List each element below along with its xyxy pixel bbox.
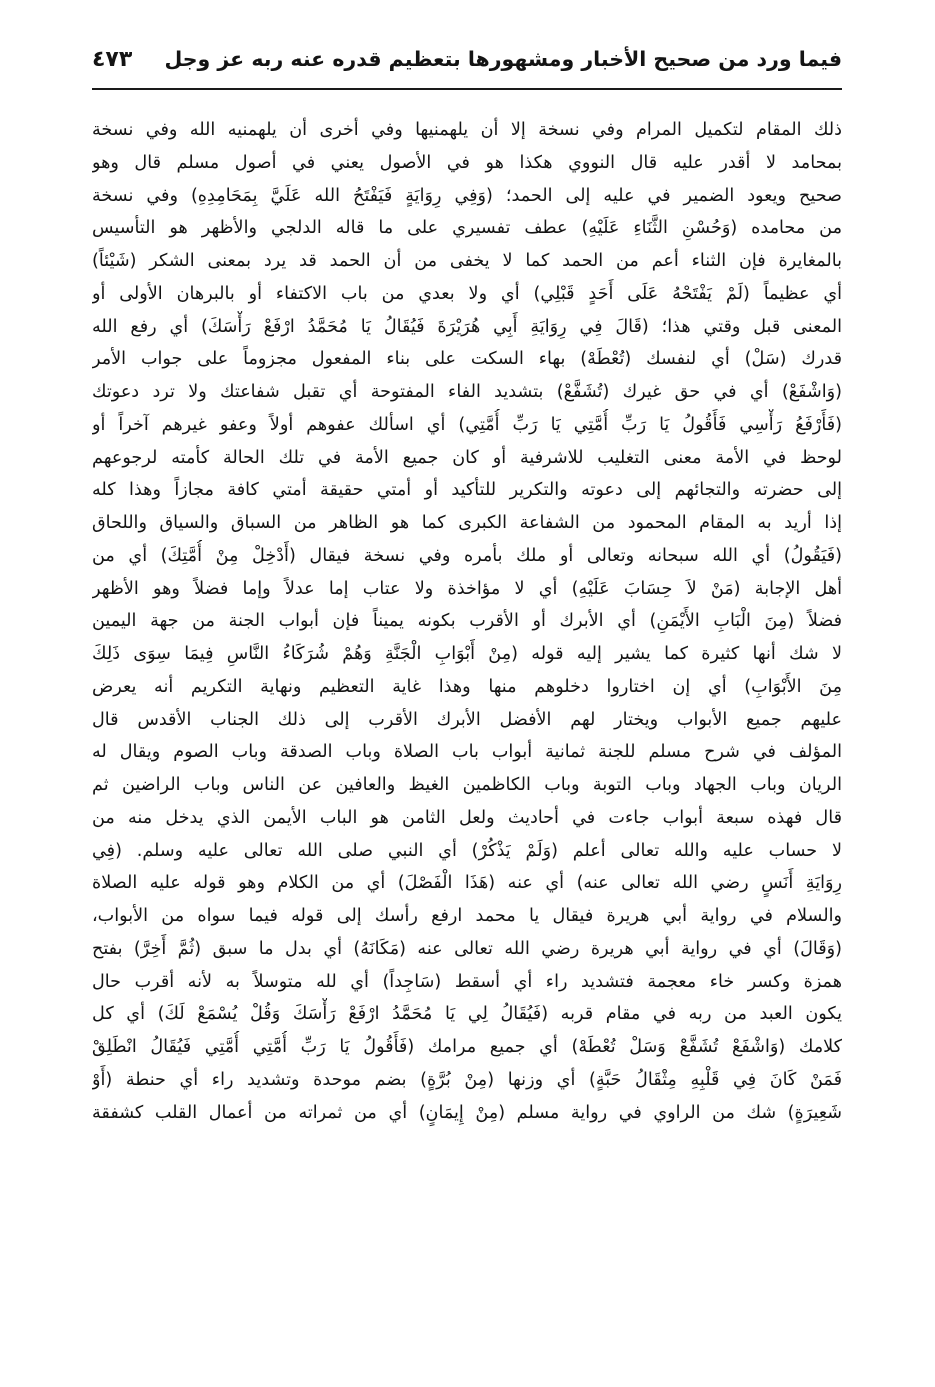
text-line: قدرك (سَلْ) أي لنفسك (تُعْطَهْ) بهاء السكت على بناء المفعول مجزوماً على جواب الأمر [92,349,842,370]
running-title: فيما ورد من صحيح الأخبار ومشهورها بتعظيم قدره عنه ربه عز وجل [164,47,842,71]
text-line: (فَيَقُولُ) أي الله سبحانه وتعالى أو ملك بأمره وفي نسخة فيقال (أَدْخِلْ مِنْ أُمَّتِكَ) أي من [92,545,842,566]
text-line: من محامده (وَحُسْنِ الثَّنَاءِ عَلَيْهِ) عطف تفسيري على ما قاله الدلجي والأظهر هو التأسيس [92,218,842,239]
text-line: فَمَنْ كَانَ فِي قَلْبِهِ مِثْقَالُ حَبَّةٍ) أي وزنها (مِنْ بُرَّةٍ) بضم موحدة وتشديد راء أي حنطة (أَوْ [92,1069,842,1090]
text-line: (فَأَرْفَعُ رَأْسِي فَأَقُولُ يَا رَبِّ أُمَّتِي يَا رَبِّ أُمَّتِي) أي اسألك عفوهم أولاً وعفو غيرهم آخراً أو [92,414,842,435]
text-line: رِوَايَةِ أَنَسٍ رضي الله تعالى عنه) أي عنه (هَذَا الْفَصْلَ) أي من الكلام وهو قوله عليه الصلاة [92,873,842,894]
text-line: يكون العبد من ربه في مقام قربه (فَيُقَالُ لِي يَا مُحَمَّدُ ارْفَعْ رَأْسَكَ وَقُلْ يُسْمَعْ لَكَ) أي كل [92,1004,842,1025]
text-line: المعنى قبل وقتي هذا؛ (قَالَ فِي رِوَايَةِ أَبِي هُرَيْرَةَ فَيُقَالُ يَا مُحَمَّدُ ارْفَعْ رَأْسَكَ) أي رفع الله [92,316,842,337]
text-line: مِنَ الأَبْوَابِ) أي إن اختاروا دخلوهم منها وهذا غاية التعظيم ونهاية التكريم أنه يعرض [92,676,842,697]
text-line: أي عظيماً (لَمْ يَفْتَحْهُ عَلَى أَحَدٍ قَبْلِي) أي ولا بعدي من باب الاكتفاء أو بالبرهان الأولى أو [92,283,842,304]
text-line: بالمغايرة فإن الثناء أعم من الحمد كما لا يخفى من أن الحمد قد يرد بمعنى الشكر (شَيْئاً) [92,251,842,271]
text-line: لا حساب عليه والله تعالى أعلم (وَلَمْ يَذْكُرْ) أي النبي صلى الله تعالى عليه وسلم. (فِي [92,840,842,861]
text-line: أهل الإجابة (مَنْ لاَ حِسَابَ عَلَيْهِ) أي لا مؤاخذة ولا عتاب إما عدلاً وإما فضلاً وهو الأظهر [92,578,842,599]
text-line: همزة وكسر خاء معجمة فتشديد راء أي أسقط (سَاجِداً) أي لله متوسلاً به لأنه أقرب حال [92,971,842,992]
book-page [92,30,842,1370]
text-line: ذلك المقام لتكميل المرام وفي نسخة إلا أن يلهمنيها وفي أخرى أن يلهمنيه الله وفي نسخة [92,120,842,140]
text-line: كلامك (وَاشْفَعْ تُشَفَّعْ وَسَلْ تُعْطَهْ) أي جميع مرامك (فَأَقُولُ يَا رَبِّ أُمَّتِي أُمَّتِي فَيُقَالُ انْطَلِقْ [92,1037,842,1057]
text-line: فضلاً (مِنَ الْبَابِ الأَيْمَنِ) أي الأبرك أو الأقرب بكونه يميناً فإن أبواب الجنة من جهة اليمين [92,611,842,632]
text-line: صحيح ويعود الضمير في عليه إلى الحمد؛ (وَفِي رِوَايَةٍ فَيَفْتَحُ الله عَلَيَّ بِمَحَامِدِهِ) وفي نسخة [92,185,842,206]
text-line: الريان وباب الجهاد وباب التوبة وباب الكاظمين الغيظ والعافين عن الناس وباب الراضين ثم [92,775,842,795]
body-text [92,114,842,1129]
page-header [92,30,842,90]
text-line: (وَقَالَ) أي في رواية أبي هريرة رضي الله تعالى عنه (مَكَانَهُ) أي بدل ما سبق (ثُمَّ أَخِرَّ) بفتح [92,938,842,959]
text-line: والسلام في رواية أبي هريرة فيقال يا محمد ارفع رأسك إلى قوله فيما سواه من الأبواب، [92,906,842,926]
text-line: بمحامد لا أقدر عليه قال النووي هكذا هو في الأصول يعني في أصول مسلم قال وهو [92,152,842,173]
text-line: المؤلف في شرح مسلم للجنة ثمانية أبواب باب الصلاة وباب الصدقة وباب الصوم ويقال له [92,742,842,763]
text-line: إذا أريد به المقام المحمود من الشفاعة الكبرى كما هو الظاهر من السباق والسياق واللحاق [92,513,842,533]
text-line: شَعِيرَةٍ) شك من الراوي في رواية مسلم (مِنْ إِيمَانٍ) أي من ثمراته من أعمال القلب كشفقة [92,1102,842,1123]
text-line: لا شك أنها كثيرة كما يشير إليه قوله (مِنْ أَبْوَابِ الْجَنَّةِ وَهُمْ شُرَكَاءُ النَّاسِ فِيمَا سِوَى ذَلِكَ [92,644,842,664]
text-line: عليهم جميع الأبواب ويختار لهم الأفضل الأبرك الأقرب إلى ذلك الجناب الأقدس قال [92,709,842,730]
text-line: إلى حضرته والتجائهم إلى دعوته والتكرير للتأكيد أو أمتي حقيقة أمتي كافة مجازاً وهذا كله [92,480,842,501]
text-line: (وَاشْفَعْ) أي في حق غيرك (تُشَفَّعْ) بتشديد الفاء المفتوحة أي تقبل شفاعتك ولا ترد دعوتك [92,382,842,402]
page-number: ٤٧٣ [92,46,133,72]
text-line: قال فهذه سبعة أبواب جاءت في أحاديث ولعل الثامن هو الباب الأيمن الذي يدخل منه من [92,807,842,828]
text-line: لوحظ في الأمة معنى التغليب للاشرفية أو كان جميع الأمة في تلك الحالة كأمته لرجوعهم [92,447,842,468]
